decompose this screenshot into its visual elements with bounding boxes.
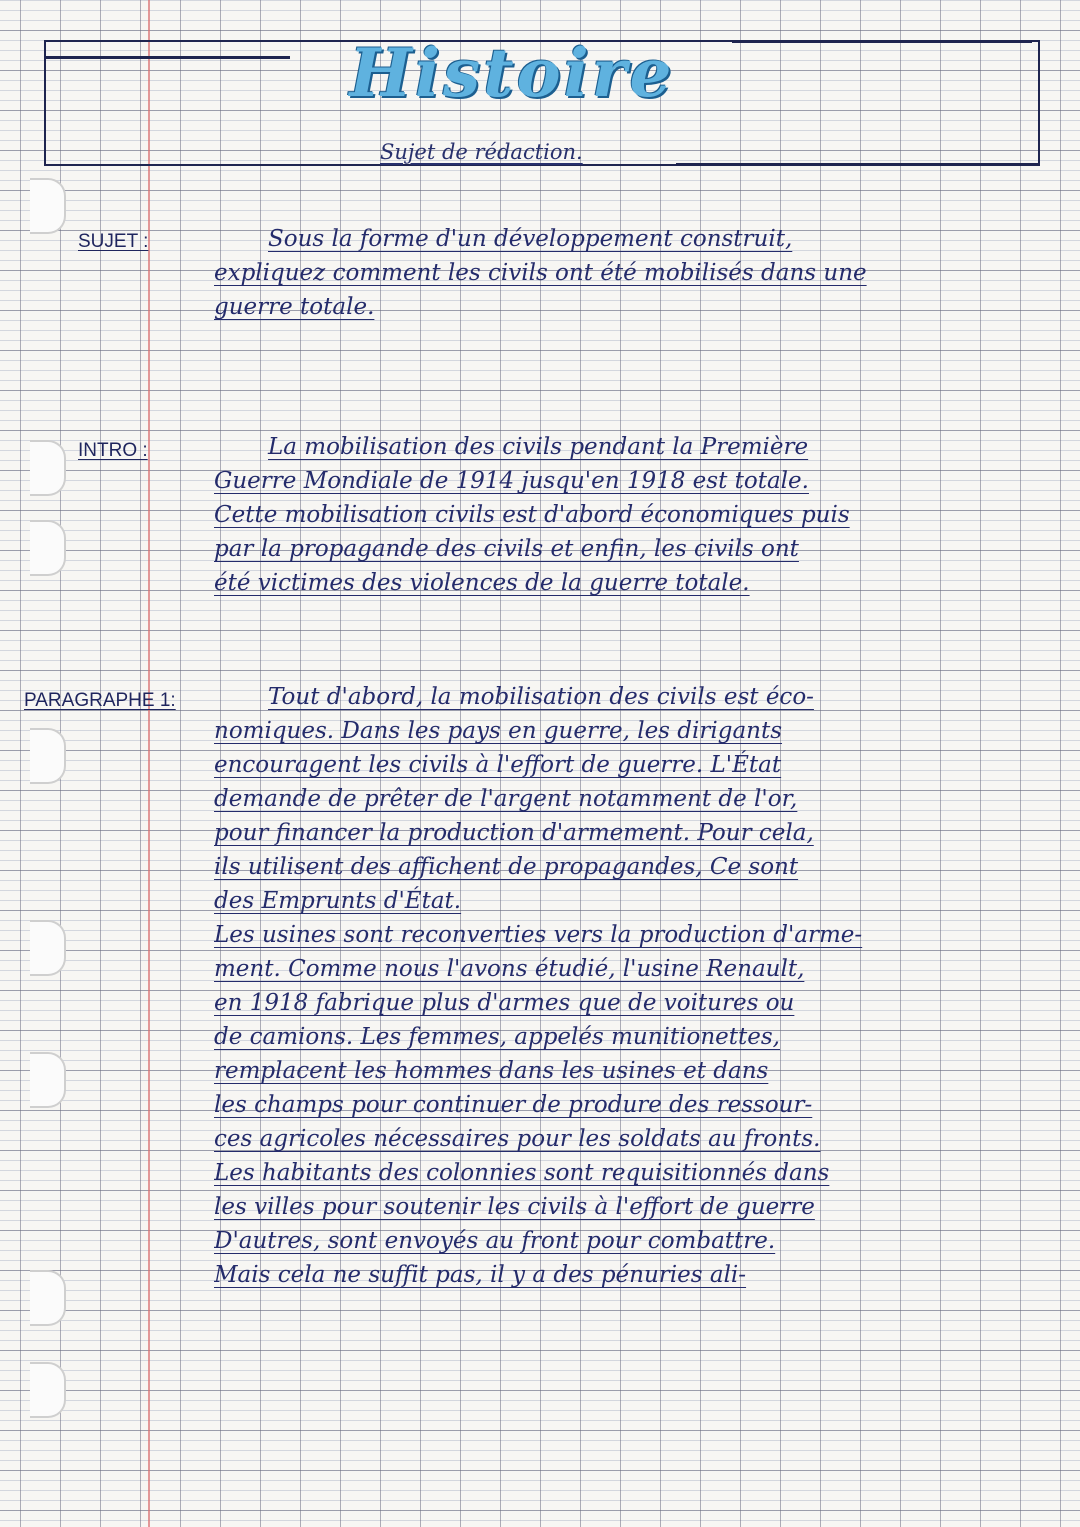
header-decor-line <box>732 40 1032 43</box>
text-line: les champs pour continuer de produre des ressour- <box>214 1092 813 1118</box>
text-line: été victimes des violences de la guerre totale. <box>214 570 750 596</box>
text-line: encouragent les civils à l'effort de guerre. L'État <box>214 752 782 778</box>
text-line: Sous la forme d'un développement construit, <box>268 226 793 252</box>
section-text-intro <box>214 430 1036 600</box>
text-line: Cette mobilisation civils est d'abord économiques puis <box>214 502 850 528</box>
text-line: Tout d'abord, la mobilisation des civils est éco- <box>268 684 814 710</box>
page-title: Histoire <box>349 34 675 112</box>
text-line: des Emprunts d'État. <box>214 888 462 914</box>
text-line: remplacent les hommes dans les usines et dans <box>214 1058 769 1084</box>
text-line: La mobilisation des civils pendant la Première <box>268 434 809 460</box>
text-line: Guerre Mondiale de 1914 jusqu'en 1918 est totale. <box>214 468 809 494</box>
text-line: ces agricoles nécessaires pour les soldats au fronts. <box>214 1126 821 1152</box>
text-line: les villes pour soutenir les civils à l'effort de guerre <box>214 1194 815 1220</box>
text-line: demande de prêter de l'argent notamment de l'or, <box>214 786 798 812</box>
header-decor-line <box>46 56 290 59</box>
header-decor-line <box>676 163 1040 166</box>
section-label-paragraphe-1: PARAGRAPHE 1: <box>24 690 176 711</box>
text-line: de camions. Les femmes, appelés munitionettes, <box>214 1024 780 1050</box>
section-label-intro: INTRO : <box>78 440 148 461</box>
binder-hole <box>30 1052 66 1108</box>
section-text-sujet <box>214 222 1036 324</box>
text-line: Les usines sont reconverties vers la production d'arme- <box>214 922 863 948</box>
binder-hole <box>30 178 66 234</box>
text-line: Les habitants des colonnies sont requisitionnés dans <box>214 1160 830 1186</box>
text-line: ils utilisent des affichent de propagandes, Ce sont <box>214 854 799 880</box>
binder-hole <box>30 1270 66 1326</box>
text-line: Mais cela ne suffit pas, il y a des pénuries ali- <box>214 1262 747 1288</box>
red-margin-line <box>148 0 150 1527</box>
binder-hole <box>30 1362 66 1418</box>
text-line: guerre totale. <box>214 294 375 320</box>
page-subtitle: Sujet de rédaction. <box>380 140 583 164</box>
binder-hole <box>30 440 66 496</box>
text-line: en 1918 fabrique plus d'armes que de voitures ou <box>214 990 795 1016</box>
text-line: expliquez comment les civils ont été mobilisés dans une <box>214 260 867 286</box>
text-line: par la propagande des civils et enfin, les civils ont <box>214 536 799 562</box>
text-line: ment. Comme nous l'avons étudié, l'usine Renault, <box>214 956 805 982</box>
binder-hole <box>30 520 66 576</box>
section-label-sujet: SUJET : <box>78 231 149 252</box>
binder-hole <box>30 920 66 976</box>
text-line: nomiques. Dans les pays en guerre, les dirigants <box>214 718 783 744</box>
binder-hole <box>30 728 66 784</box>
section-text-paragraphe-1 <box>214 680 1036 1292</box>
text-line: pour financer la production d'armement. Pour cela, <box>214 820 814 846</box>
text-line: D'autres, sont envoyés au front pour combattre. <box>214 1228 776 1254</box>
